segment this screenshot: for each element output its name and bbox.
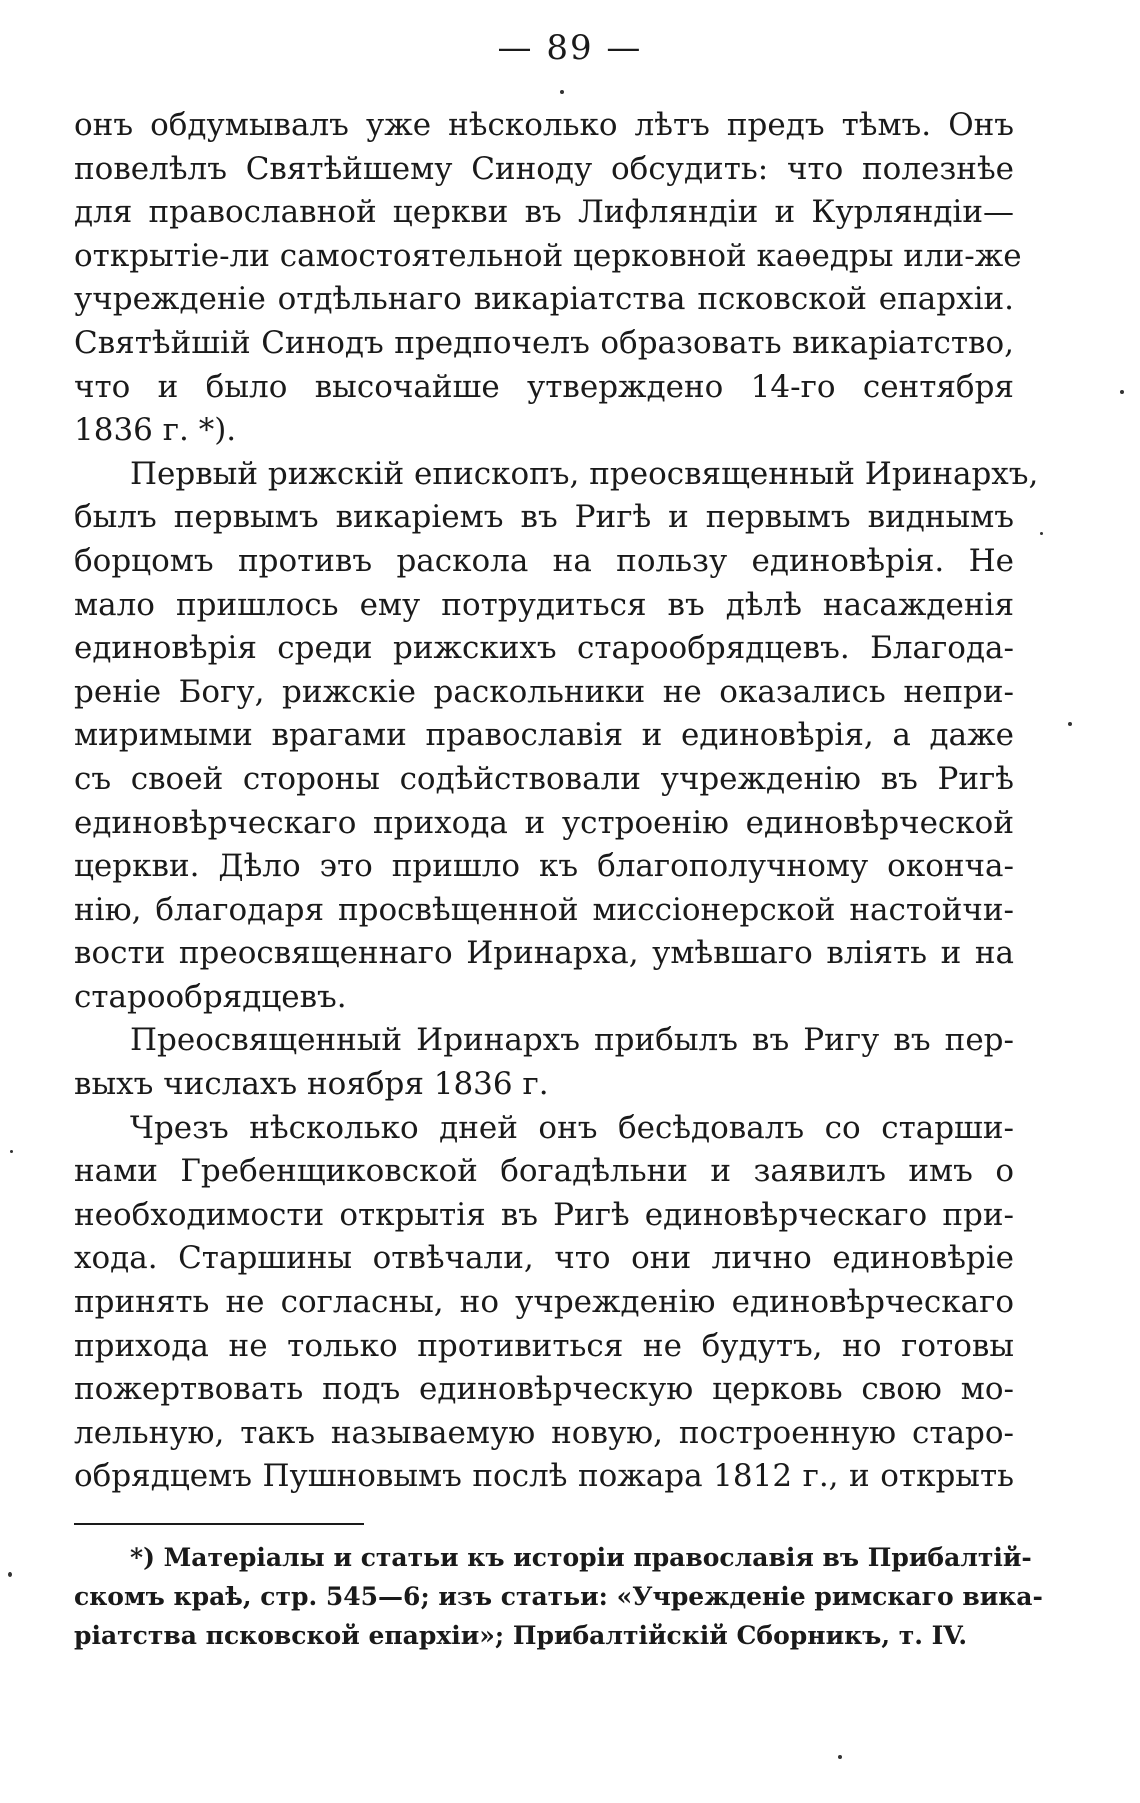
text-line: вости преосвященнаго Иринарха, умѣвшаго вліять и на — [74, 935, 1014, 972]
scan-speck — [838, 1755, 842, 1759]
text-line: съ своей стороны содѣйствовали учрежденію въ Ригѣ — [74, 760, 1014, 797]
text-line: борцомъ противъ раскола на пользу единовѣрія. Не — [74, 542, 1014, 579]
text-line: миримыми врагами православія и единовѣрія, а даже — [74, 717, 1014, 754]
text-line: онъ обдумывалъ уже нѣсколько лѣтъ предъ тѣмъ. Онъ — [74, 107, 1014, 143]
text-line: 1836 г. *). — [74, 412, 237, 449]
scan-speck — [8, 1572, 12, 1577]
paragraph-4 — [74, 1107, 1014, 1499]
text-line: Святѣйшій Синодъ предпочелъ образовать викаріатство, — [74, 324, 1014, 361]
text-line: нію, благодаря просвѣщенной миссіонерской настойчи- — [74, 891, 1014, 928]
paragraph-1 — [74, 104, 1022, 453]
body-text — [74, 104, 1039, 1499]
scan-speck — [1068, 722, 1072, 726]
footnote — [74, 1538, 1043, 1655]
page-number: — 89 — — [497, 28, 643, 68]
text-line: выхъ числахъ ноября 1836 г. — [74, 1066, 549, 1103]
text-line: необходимости открытія въ Ригѣ единовѣрческаго при- — [74, 1196, 1014, 1233]
scan-speck — [1040, 532, 1043, 535]
text-line: обрядцемъ Пушновымъ послѣ пожара 1812 г., и открыть — [74, 1458, 1014, 1495]
text-line: мало пришлось ему потрудиться въ дѣлѣ насажденія — [74, 586, 1014, 623]
text-line: для православной церкви въ Лифляндіи и Курляндіи— — [74, 194, 1014, 231]
paragraph-2 — [74, 453, 1039, 1020]
text-line: повелѣлъ Святѣйшему Синоду обсудить: что полезнѣе — [74, 150, 1014, 187]
scan-speck — [560, 90, 564, 94]
text-line: хода. Старшины отвѣчали, что они лично единовѣріе — [74, 1240, 1014, 1277]
scan-speck — [10, 1150, 13, 1153]
text-line: церкви. Дѣло это пришло къ благополучному оконча- — [74, 848, 1014, 885]
text-line: пожертвовать подъ единовѣрческую церковь свою мо- — [74, 1371, 1014, 1408]
text-line: Преосвященный Иринархъ прибылъ въ Ригу въ пер- — [130, 1022, 1014, 1059]
text-line: принять не согласны, но учрежденію единовѣрческаго — [74, 1284, 1014, 1321]
paragraph-3 — [74, 1019, 1014, 1106]
footnote-line: ріатства псковской епархіи»; Прибалтійскій Сборникъ, т. IV. — [74, 1621, 968, 1650]
text-line: открытіе-ли самостоятельной церковной каѳедры или-же — [74, 237, 1022, 274]
footnote-line: скомъ краѣ, стр. 545—6; изъ статьи: «Учрежденіе римскаго вика- — [74, 1582, 1043, 1611]
text-line: лельную, такъ называемую новую, построенную старо- — [74, 1414, 1014, 1451]
footnote-line: *) Матеріалы и статьи къ исторіи православія въ Прибалтій- — [130, 1543, 1032, 1572]
text-line: единовѣрія среди рижскихъ старообрядцевъ. Благода- — [74, 630, 1014, 667]
text-line: реніе Богу, рижскіе раскольники не оказались непри- — [74, 673, 1014, 710]
text-line: что и было высочайше утверждено 14-го сентября — [74, 368, 1014, 405]
text-line: былъ первымъ викаріемъ въ Ригѣ и первымъ виднымъ — [74, 499, 1014, 536]
scan-speck — [1120, 390, 1124, 394]
text-line: Чрезъ нѣсколько дней онъ бесѣдовалъ со старши- — [130, 1109, 1014, 1146]
footnote-divider — [74, 1523, 364, 1525]
text-line: старообрядцевъ. — [74, 978, 347, 1015]
text-line: единовѣрческаго прихода и устроенію единовѣрческой — [74, 804, 1014, 841]
text-line: учрежденіе отдѣльнаго викаріатства псковской епархіи. — [74, 281, 1014, 318]
text-line: Первый рижскій епископъ, преосвященный Иринархъ, — [130, 455, 1039, 492]
text-line: прихода не только противиться не будутъ, но готовы — [74, 1327, 1014, 1364]
text-line: нами Гребенщиковской богадѣльни и заявилъ имъ о — [74, 1153, 1014, 1190]
